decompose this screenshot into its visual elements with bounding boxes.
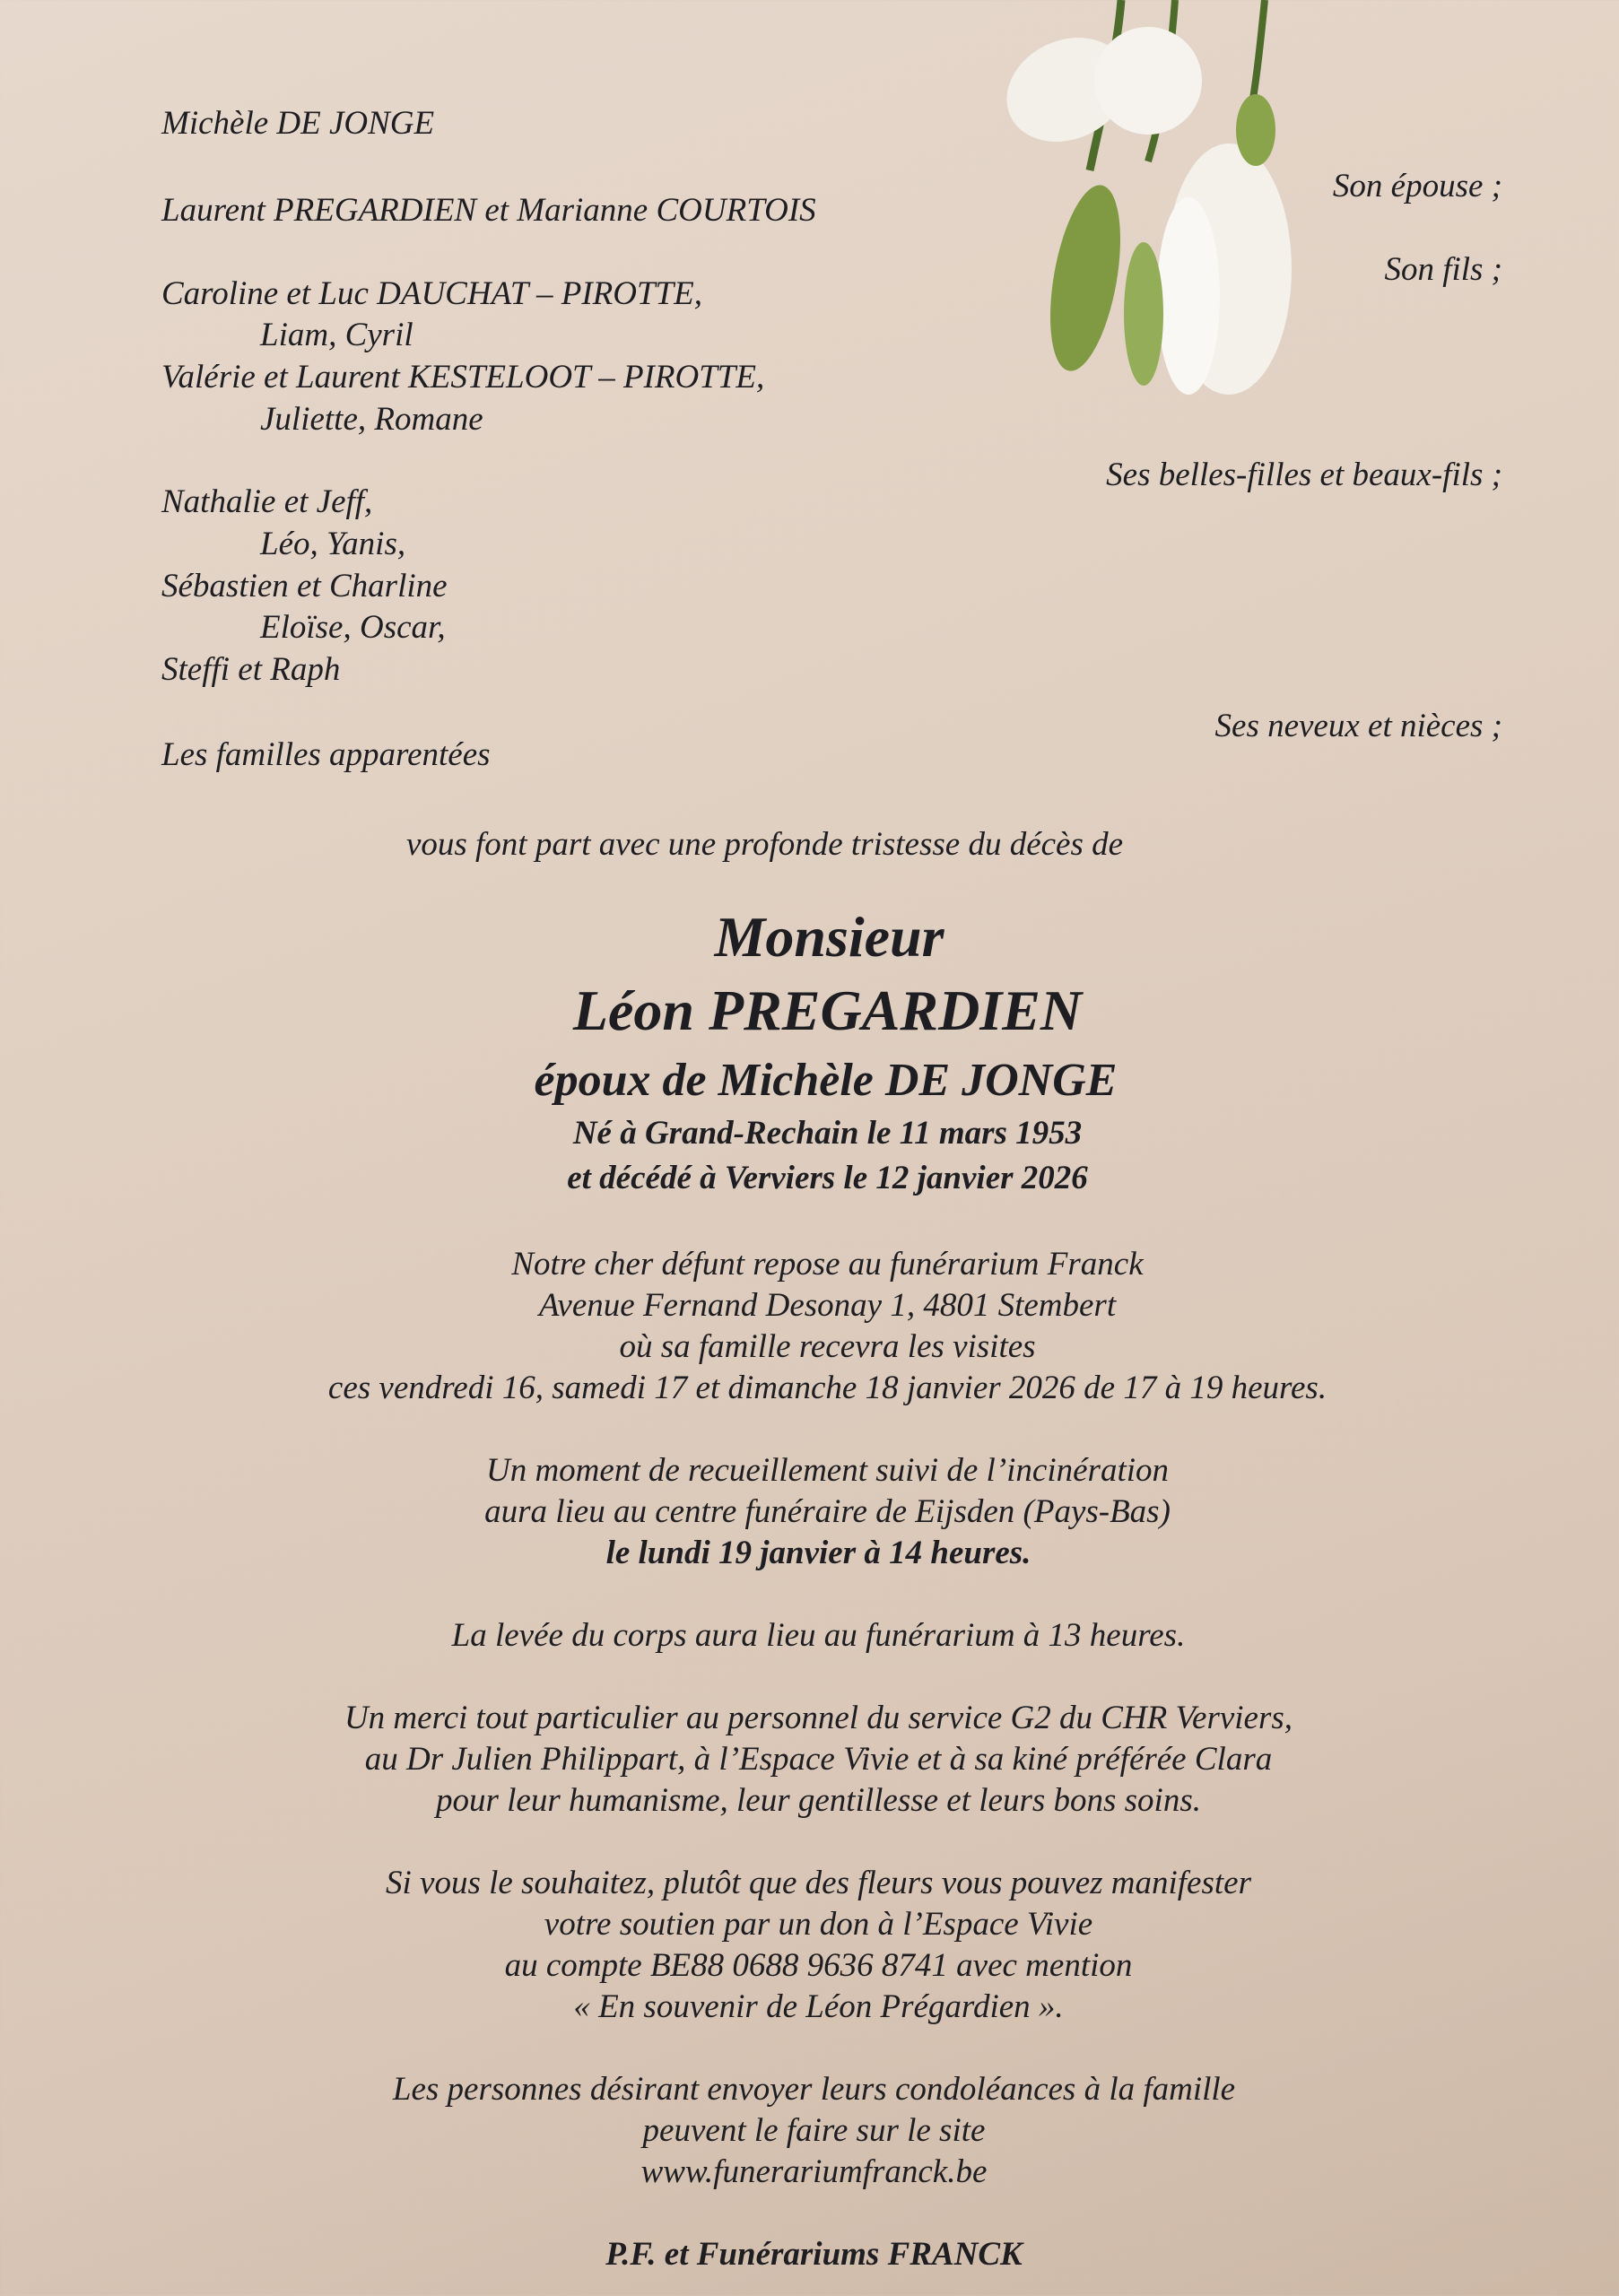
visitation-line-1: Notre cher défunt repose au funérarium Franck (511, 1246, 1144, 1283)
nephew-children-2: Eloïse, Oscar, (260, 609, 446, 646)
funeral-home-signature: P.F. et Funérariums FRANCK (605, 2236, 1023, 2273)
nephew-children-1: Léo, Yanis, (260, 526, 406, 562)
nephew-couple-3: Steffi et Raph (161, 651, 341, 688)
stepchild-children-2: Juliette, Romane (260, 401, 483, 438)
related-families: Les familles apparentées (161, 736, 491, 773)
levee-info: La levée du corps aura lieu au funérarium à 13 heures. (451, 1617, 1186, 1654)
deceased-name: Léon PREGARDIEN (572, 978, 1083, 1042)
deceased-death: et décédé à Verviers le 12 janvier 2026 (567, 1160, 1088, 1196)
white-flower-illustration (969, 0, 1345, 448)
donation-line-3: au compte BE88 0688 9636 8741 avec mention (504, 1947, 1133, 1984)
deceased-title: Monsieur (714, 905, 944, 969)
stepchild-couple-2: Valérie et Laurent KESTELOOT – PIROTTE, (161, 359, 765, 396)
relation-son: Son fils ; (1384, 251, 1502, 288)
spouse-name: Michèle DE JONGE (161, 105, 435, 142)
visitation-line-4: ces vendredi 16, samedi 17 et dimanche 18 janvier 2026 de 17 à 19 heures. (327, 1370, 1327, 1406)
ceremony-date: le lundi 19 janvier à 14 heures. (605, 1535, 1031, 1571)
stepchild-children-1: Liam, Cyril (260, 317, 413, 353)
stepchild-couple-1: Caroline et Luc DAUCHAT – PIROTTE, (161, 275, 702, 312)
visitation-line-2: Avenue Fernand Desonay 1, 4801 Stembert (538, 1287, 1117, 1324)
deceased-spouse-of: époux de Michèle DE JONGE (534, 1055, 1118, 1106)
visitation-line-3: où sa famille recevra les visites (619, 1328, 1036, 1365)
thanks-line-2: au Dr Julien Philippart, à l’Espace Vivie et à sa kiné préférée Clara (364, 1741, 1273, 1778)
relation-nephews: Ses neveux et nièces ; (1214, 708, 1502, 744)
relation-spouse: Son épouse ; (1332, 168, 1502, 204)
thanks-line-3: pour leur humanisme, leur gentillesse et leurs bons soins. (435, 1782, 1201, 1819)
donation-line-1: Si vous le souhaitez, plutôt que des fleurs vous pouvez manifester (386, 1865, 1251, 1901)
ceremony-line-1: Un moment de recueillement suivi de l’incinération (485, 1452, 1170, 1489)
deceased-birth: Né à Grand-Rechain le 11 mars 1953 (572, 1115, 1083, 1152)
thanks-line-1: Un merci tout particulier au personnel du service G2 du CHR Verviers, (344, 1700, 1293, 1736)
condolences-line-1: Les personnes désirant envoyer leurs condoléances à la famille (392, 2071, 1236, 2108)
ceremony-line-2: aura lieu au centre funéraire de Eijsden (Pays-Bas) (484, 1493, 1171, 1530)
condolences-line-2: peuvent le faire sur le site (642, 2112, 986, 2149)
relation-stepchildren: Ses belles-filles et beaux-fils ; (1106, 457, 1502, 493)
condolences-website-link[interactable]: www.funerariumfranck.be (640, 2153, 988, 2190)
donation-line-2: votre soutien par un don à l’Espace Vivie (544, 1906, 1093, 1943)
nephew-couple-1: Nathalie et Jeff, (161, 483, 373, 520)
announcement-intro: vous font part avec une profonde tristesse du décès de (405, 826, 1124, 863)
donation-line-4: « En souvenir de Léon Prégardien ». (573, 1988, 1064, 2025)
nephew-couple-2: Sébastien et Charline (161, 568, 448, 604)
son-name: Laurent PREGARDIEN et Marianne COURTOIS (161, 192, 816, 229)
